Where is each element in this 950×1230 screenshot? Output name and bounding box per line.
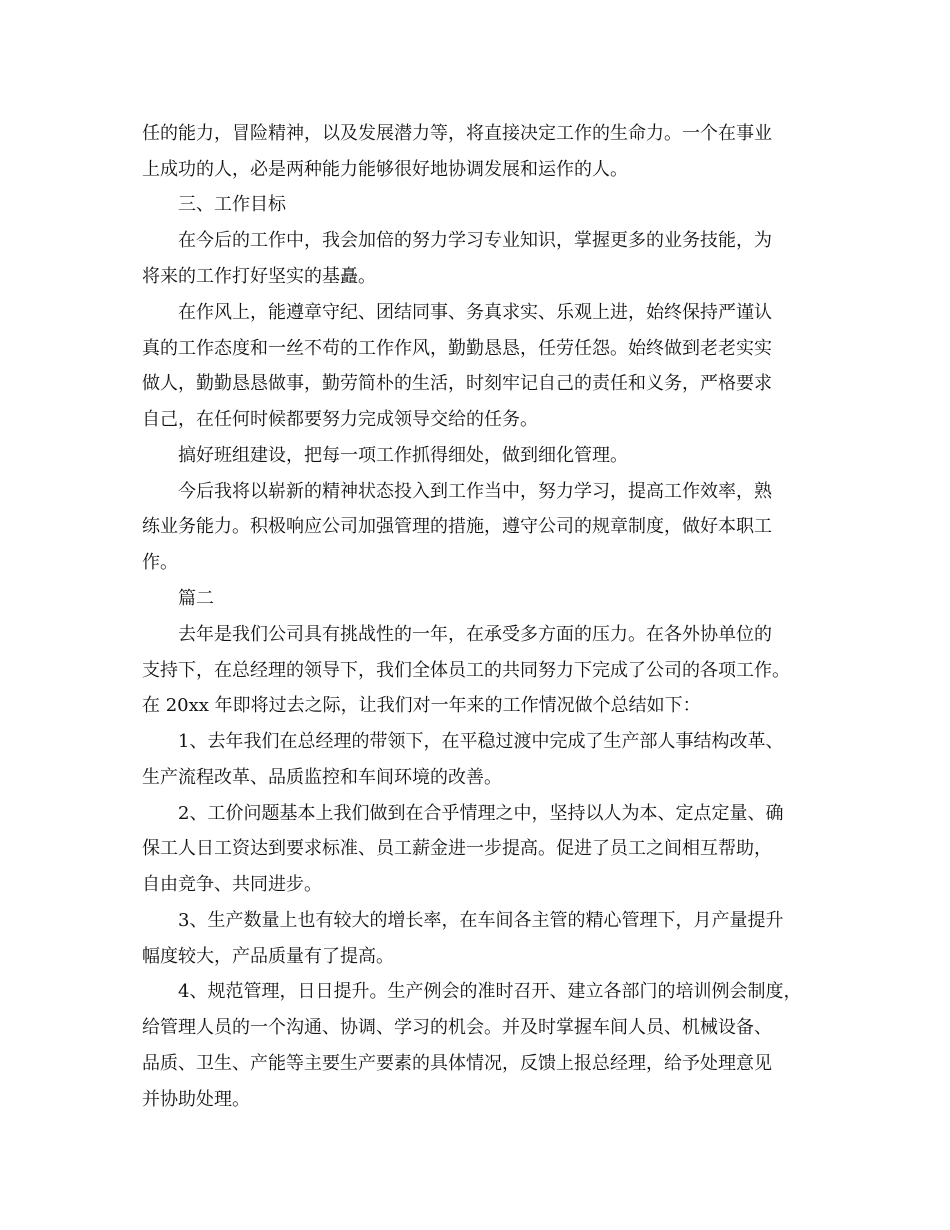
text-line: 1、去年我们在总经理的带领下，在平稳过渡中完成了生产部人事结构改革、 bbox=[178, 731, 784, 752]
text-line: 在 20xx 年即将过去之际，让我们对一年来的工作情况做个总结如下： bbox=[142, 695, 701, 716]
text-line: 给管理人员的一个沟通、协调、学习的机会。并及时掌握车间人员、机械设备、 bbox=[142, 1017, 772, 1038]
text-line: 去年是我们公司具有挑战性的一年，在承受多方面的压力。在各外协单位的 bbox=[178, 624, 772, 645]
text-line: 将来的工作打好坚实的基矗。 bbox=[142, 266, 376, 287]
text-line: 幅度较大，产品质量有了提高。 bbox=[142, 946, 394, 967]
text-line: 任的能力，冒险精神，以及发展潜力等，将直接决定工作的生命力。一个在事业 bbox=[142, 123, 772, 144]
text-line: 自由竞争、共同进步。 bbox=[142, 874, 322, 895]
text-line: 在今后的工作中，我会加倍的努力学习专业知识，掌握更多的业务技能，为 bbox=[178, 230, 772, 251]
text-line: 支持下，在总经理的领导下，我们全体员工的共同努力下完成了公司的各项工作。 bbox=[142, 660, 790, 681]
text-line: 做人，勤勤恳恳做事，勤劳简朴的生活，时刻牢记自己的责任和义务，严格要求 bbox=[142, 373, 772, 394]
text-line: 保工人日工资达到要求标准、员工薪金进一步提高。促进了员工之间相互帮助， bbox=[142, 838, 772, 859]
section-heading: 三、工作目标 bbox=[178, 194, 286, 215]
text-line: 2、工价问题基本上我们做到在合乎情理之中，坚持以人为本、定点定量、确 bbox=[178, 803, 784, 824]
text-line: 搞好班组建设，把每一项工作抓得细处，做到细化管理。 bbox=[178, 445, 628, 466]
text-line: 4、规范管理，日日提升。生产例会的准时召开、建立各部门的培训例会制度， bbox=[178, 981, 802, 1002]
text-line: 在作风上，能遵章守纪、团结同事、务真求实、乐观上进，始终保持严谨认 bbox=[178, 302, 772, 323]
text-line: 真的工作态度和一丝不苟的工作作风，勤勤恳恳，任劳任怨。始终做到老老实实 bbox=[142, 338, 772, 359]
text-line: 自己，在任何时候都要努力完成领导交给的任务。 bbox=[142, 409, 538, 430]
text-line: 上成功的人，必是两种能力能够很好地协调发展和运作的人。 bbox=[142, 159, 628, 180]
text-line: 生产流程改革、品质监控和车间环境的改善。 bbox=[142, 767, 502, 788]
text-line: 并协助处理。 bbox=[142, 1089, 250, 1110]
section-heading: 篇二 bbox=[178, 588, 214, 609]
text-line: 练业务能力。积极响应公司加强管理的措施，遵守公司的规章制度，做好本职工 bbox=[142, 516, 772, 537]
text-line: 作。 bbox=[142, 552, 178, 573]
text-line: 3、生产数量上也有较大的增长率，在车间各主管的精心管理下，月产量提升 bbox=[178, 910, 784, 931]
text-line: 品质、卫生、产能等主要生产要素的具体情况，反馈上报总经理，给予处理意见 bbox=[142, 1053, 772, 1074]
text-line: 今后我将以崭新的精神状态投入到工作当中，努力学习，提高工作效率，熟 bbox=[178, 481, 772, 502]
